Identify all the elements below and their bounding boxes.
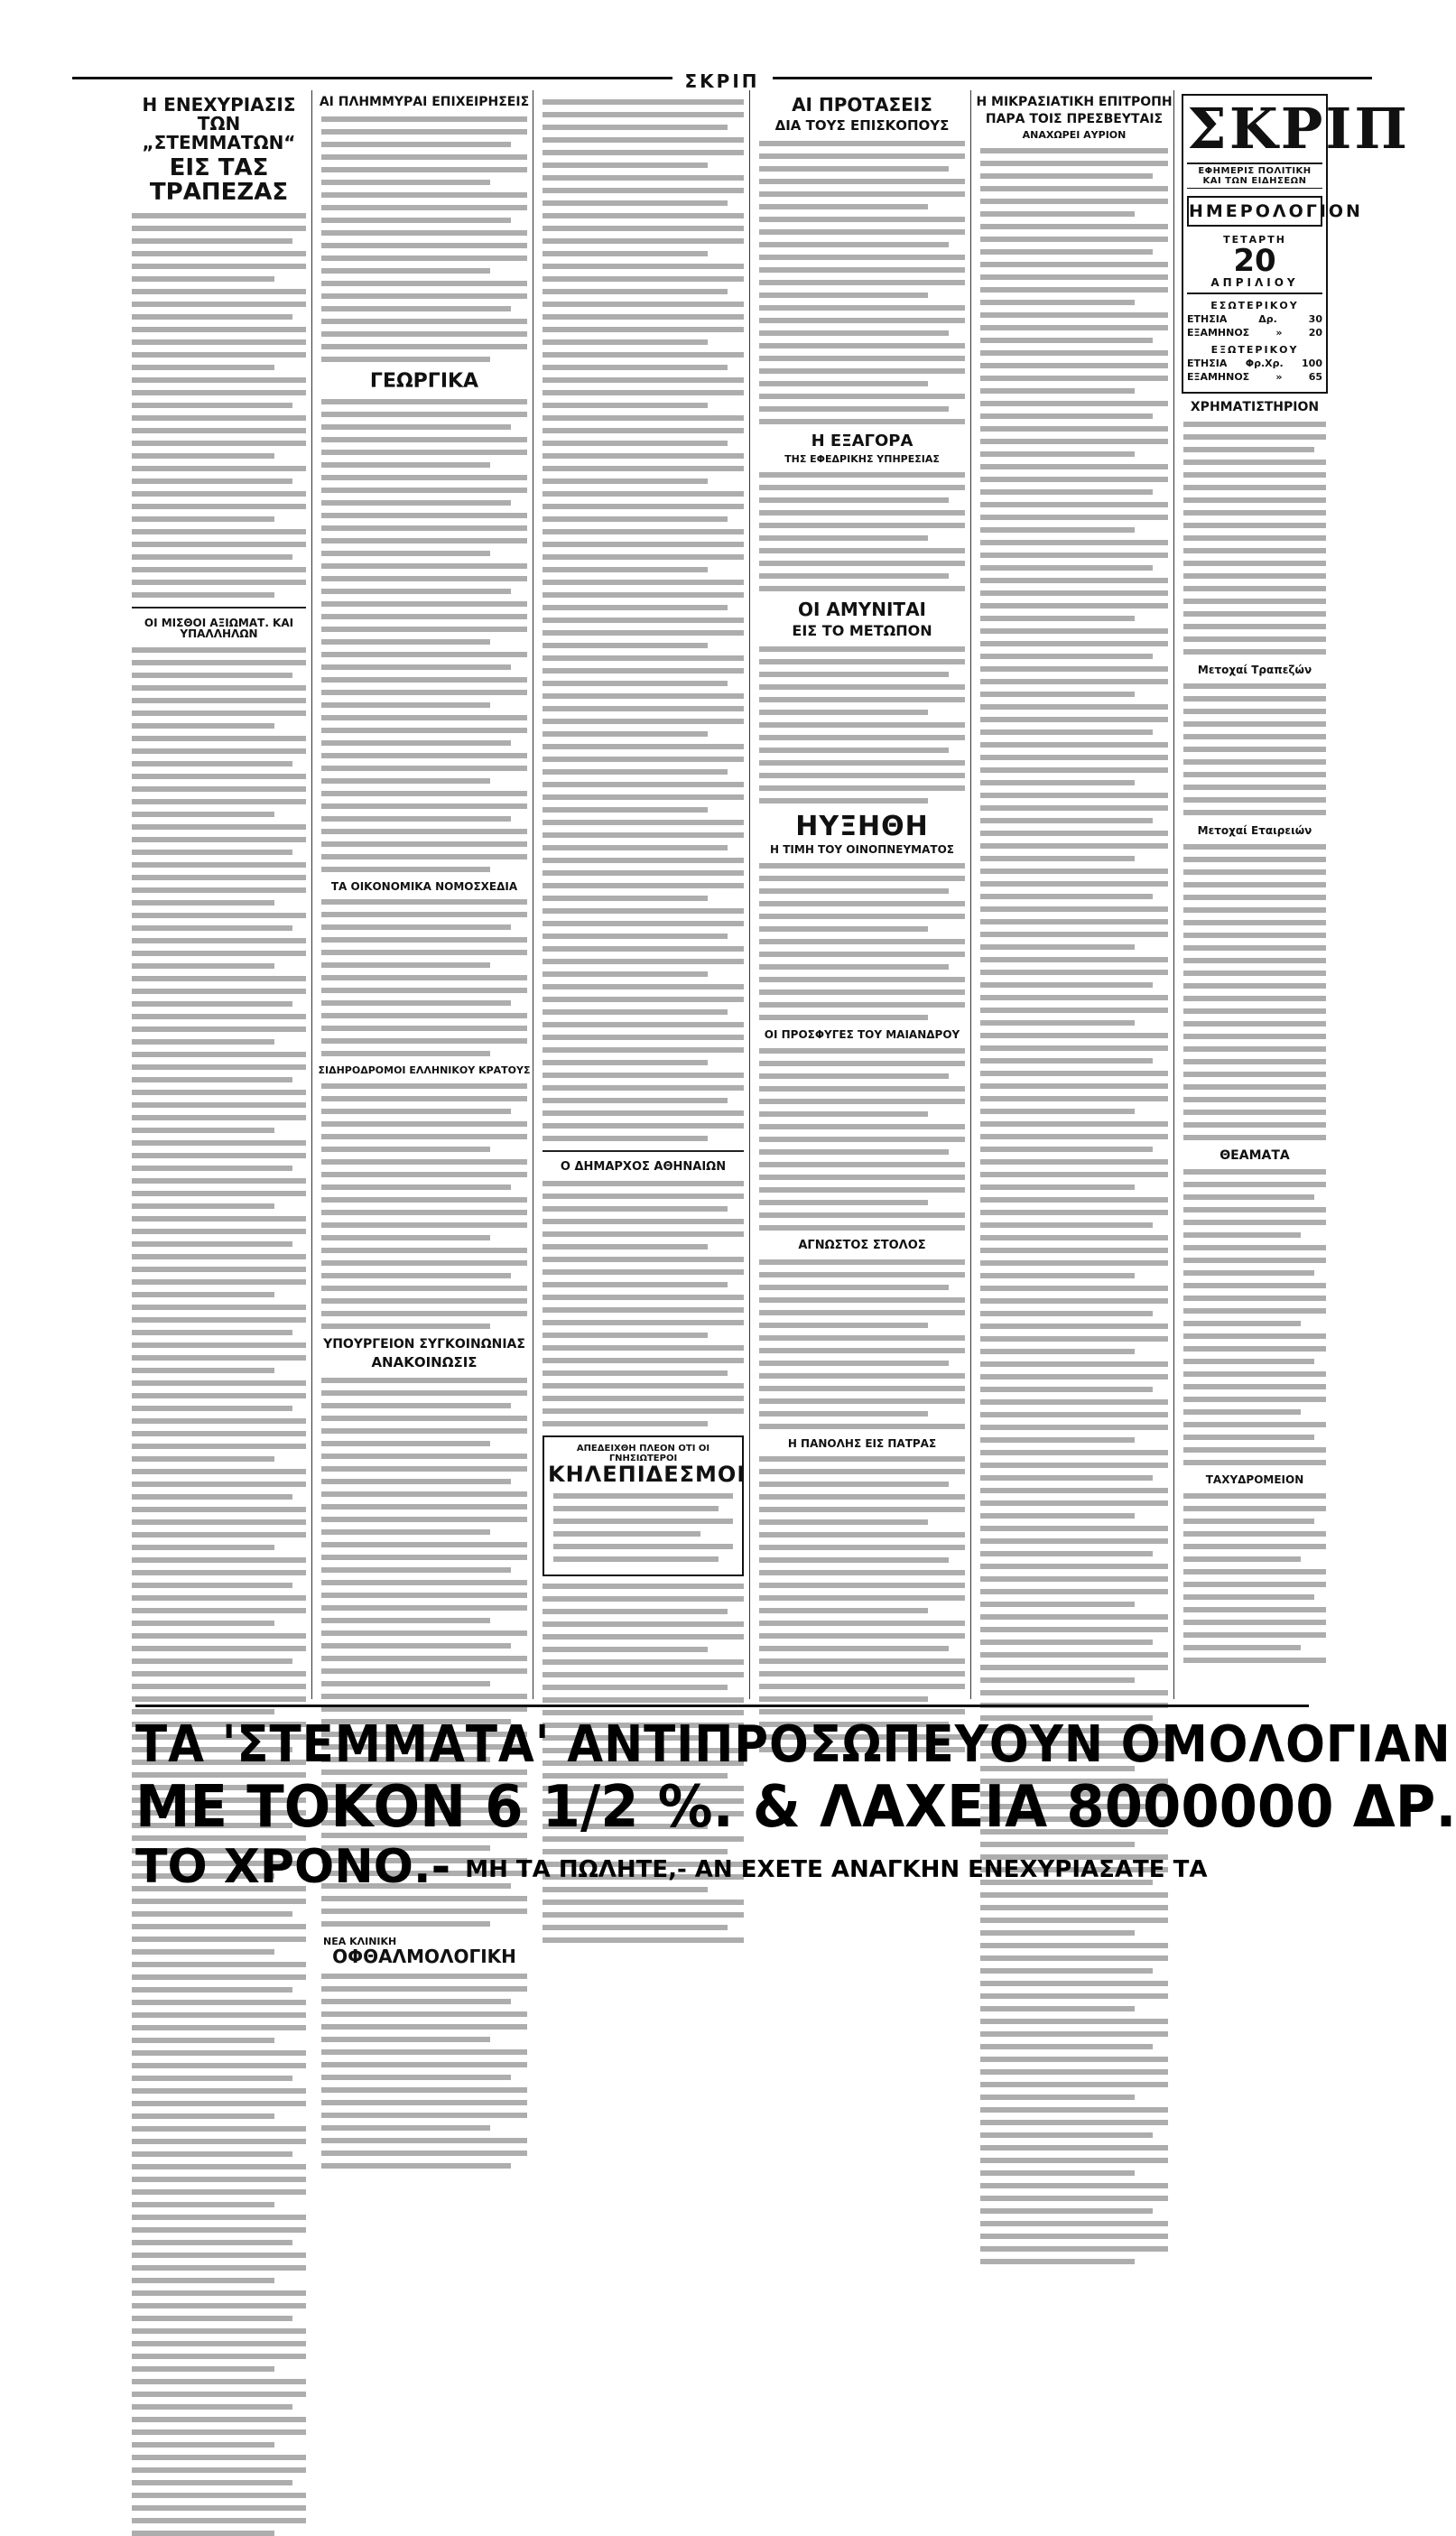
- calendar-month: ΑΠΡΙΛΙΟΥ: [1187, 276, 1322, 294]
- col6-headline-5: ΤΑΧΥΔΡΟΜΕΙΟΝ: [1205, 1473, 1304, 1487]
- subs-row: ΕΞΑΜΗΝΟΣ » 20: [1187, 327, 1322, 339]
- col6-headline-3: Μετοχαί Εταιρειών: [1197, 823, 1312, 837]
- col4-article-3: [759, 646, 965, 804]
- col6-theatre-list: [1183, 1169, 1326, 1465]
- col4-headline-4-sub: Η ΤΙΜΗ ΤΟΥ ΟΙΝΟΠΝΕΥΜΑΤΟΣ: [770, 843, 954, 857]
- masthead: [0, 70, 1444, 92]
- nameplate-subtitle: ΕΦΗΜΕΡΙΣ ΠΟΛΙΤΙΚΗ ΚΑΙ ΤΩΝ ΕΙΔΗΣΕΩΝ: [1187, 163, 1322, 189]
- nameplate-title: ΣΚΡΙΠ: [1187, 96, 1410, 162]
- col4-headline-1: ΑΙ ΠΡΟΤΑΣΕΙΣ: [792, 94, 932, 116]
- col1-article-2: [132, 647, 306, 2536]
- col5-headline-1-sub: ΠΑΡΑ ΤΟΙΣ ΠΡΕΣΒΕΥΤΑΙΣ: [985, 111, 1164, 126]
- col1-headline-top: Η ΕΝΕΧΥΡΙΑΣΙΣ ΤΩΝ „ΣΤΕΜΜΑΤΩΝ“: [142, 94, 296, 153]
- col6-headline-4: ΘΕΑΜΑΤΑ: [1220, 1147, 1290, 1163]
- bottom-ad-line-3a: ΤΟ ΧΡΟΝΟ.-: [135, 1840, 451, 1894]
- col3-ad-text: [553, 1493, 733, 1562]
- col4-article-7: [759, 1456, 965, 1752]
- bottom-ad-rule: [135, 1705, 1309, 1707]
- bottom-ad-line-2: ΜΕ ΤΟΚΟΝ 6 1/2 %. & ΛΑΧΕΙΑ 8000000 ΔΡ.: [135, 1774, 1456, 1841]
- col1-section-2: ΟΙ ΜΙΣΘΟΙ ΑΞΙΩΜΑΤ. ΚΑΙ ΥΠΑΛΛΗΛΩΝ: [144, 616, 294, 641]
- col4-headline-3: ΟΙ ΑΜΥΝΙΤΑΙ: [797, 598, 926, 620]
- col5-headline-1: Η ΜΙΚΡΑΣΙΑΤΙΚΗ ΕΠΙΤΡΟΠΗ: [976, 95, 1173, 109]
- column-5: [975, 90, 1174, 1699]
- calendar-weekday: ΤΕΤΑΡΤΗ: [1223, 234, 1286, 246]
- col2-headline-5: ΥΠΟΥΡΓΕΙΟΝ ΣΥΓΚΟΙΝΩΝΙΑΣ: [323, 1336, 525, 1352]
- col1-article-1: [132, 213, 306, 598]
- col6-stock-list-3: [1183, 844, 1326, 1140]
- col4-headline-7: Η ΠΑΝΟΛΗΣ ΕΙΣ ΠΑΤΡΑΣ: [787, 1436, 937, 1450]
- col2-headline-2: ΓΕΩΡΓΙΚΑ: [369, 369, 479, 393]
- subs-foreign-label: ΕΞΩΤΕΡΙΚΟΥ: [1210, 344, 1299, 356]
- col5-article-1: [980, 148, 1168, 2264]
- col5-headline-1-sub2: ΑΝΑΧΩΡΕΙ ΑΥΡΙΟΝ: [1022, 128, 1127, 141]
- col3-article-1: [543, 99, 744, 1141]
- subs-row: ΕΞΑΜΗΝΟΣ » 65: [1187, 371, 1322, 383]
- col4-headline-6: ΑΓΝΩΣΤΟΣ ΣΤΟΛΟΣ: [798, 1238, 926, 1252]
- masthead-name: ΣΚΡΙΠ: [672, 70, 773, 92]
- column-3: [537, 90, 750, 1699]
- subs-domestic-label: ΕΣΩΤΕΡΙΚΟΥ: [1210, 300, 1299, 311]
- col3-headline-1: Ο ΔΗΜΑΡΧΟΣ ΑΘΗΝΑΙΩΝ: [560, 1160, 727, 1174]
- col2-article-3: [321, 899, 527, 1056]
- column-2: [316, 90, 533, 1967]
- col4-article-1: [759, 141, 965, 424]
- nameplate-box: [1182, 94, 1410, 394]
- col3-headline-2: ΚΗΛΕΠΙΔΕΣΜΟΙ: [548, 1461, 747, 1487]
- col2-headline-6-sub: ΝΕΑ ΚΛΙΝΙΚΗ: [323, 1935, 397, 1947]
- col2-headline-3: ΤΑ ΟΙΚΟΝΟΜΙΚΑ ΝΟΜΟΣΧΕΔΙΑ: [330, 879, 518, 893]
- col2-article-2: [321, 399, 527, 872]
- col6-post-list: [1183, 1493, 1326, 1663]
- col4-headline-1-sub: ΔΙΑ ΤΟΥΣ ΕΠΙΣΚΟΠΟΥΣ: [774, 117, 950, 134]
- col2-headline-4: ΣΙΔΗΡΟΔΡΟΜΟΙ ΕΛΛΗΝΙΚΟΥ ΚΡΑΤΟΥΣ: [318, 1064, 531, 1077]
- col4-article-5: [759, 1048, 965, 1231]
- col2-headline-5-sub: ΑΝΑΚΟΙΝΩΣΙΣ: [371, 1353, 478, 1370]
- bottom-ad-line-1: ΤΑ 'ΣΤΕΜΜΑΤΑ' ΑΝΤΙΠΡΟΣΩΠΕΥΟΥΝ ΟΜΟΛΟΓΙΑΝ: [135, 1715, 1451, 1774]
- col2-headline-6: ΟΦΘΑΛΜΟΛΟΓΙΚΗ: [332, 1945, 516, 1967]
- col4-article-6: [759, 1259, 965, 1429]
- calendar-title: ΗΜΕΡΟΛΟΓΙΟΝ: [1187, 196, 1322, 227]
- bottom-ad-line-3b: ΜΗ ΤΑ ΠΩΛΗΤΕ,- ΑΝ ΕΧΕΤΕ ΑΝΑΓΚΗΝ ΕΝΕΧΥΡΙΑΣΑΤΕ ΤΑ: [465, 1856, 1208, 1883]
- col2-article-4: [321, 1083, 527, 1329]
- col4-headline-2: Η ΕΞΑΓΟΡΑ: [811, 432, 913, 451]
- calendar-daynum: 20: [1233, 243, 1276, 279]
- col3-article-2: [543, 1181, 744, 1426]
- col4-headline-3-sub: ΕΙΣ ΤΟ ΜΕΤΩΠΟΝ: [792, 621, 932, 639]
- column-6: [1178, 90, 1410, 1699]
- col2-headline-1: ΑΙ ΠΛΗΜΜΥΡΑΙ ΕΠΙΧΕΙΡΗΣΕΙΣ: [319, 95, 530, 109]
- col6-headline-2: Μετοχαί Τραπεζών: [1197, 663, 1312, 676]
- bottom-ad-line-3: [135, 1840, 1309, 1894]
- col2-article-6: [321, 1974, 527, 2169]
- subs-row: ΕΤΗΣΙΑ Δρ. 30: [1187, 313, 1322, 325]
- subscriptions: [1187, 300, 1322, 383]
- subs-row: ΕΤΗΣΙΑ Φρ.Χρ. 100: [1187, 358, 1322, 369]
- col4-article-2: [759, 472, 965, 591]
- col6-stock-list-2: [1183, 683, 1326, 815]
- col3-headline-2-sub: ΑΠΕΔΕΙΧΘΗ ΠΛΕΟΝ ΟΤΙ ΟΙ ΓΝΗΣΙΩΤΕΡΟΙ: [576, 1443, 710, 1463]
- column-1: [126, 90, 312, 1699]
- col4-headline-2-sub: ΤΗΣ ΕΦΕΔΡΙΚΗΣ ΥΠΗΡΕΣΙΑΣ: [784, 452, 940, 465]
- col2-article-1: [321, 116, 527, 362]
- column-4: [754, 90, 971, 1699]
- col6-stock-list-1: [1183, 422, 1326, 655]
- col4-headline-5: ΟΙ ΠΡΟΣΦΥΓΕΣ ΤΟΥ ΜΑΙΑΝΔΡΟΥ: [764, 1028, 960, 1042]
- col1-headline-bottom: ΕΙΣ ΤΑΣ ΤΡΑΠΕΖΑΣ: [149, 154, 289, 207]
- col6-headline-1: ΧΡΗΜΑΤΙΣΤΗΡΙΟΝ: [1190, 400, 1320, 414]
- col3-ad-box: [543, 1435, 747, 1576]
- col4-headline-4: ΗΥΞΗΘΗ: [795, 810, 929, 842]
- col4-article-4: [759, 863, 965, 1020]
